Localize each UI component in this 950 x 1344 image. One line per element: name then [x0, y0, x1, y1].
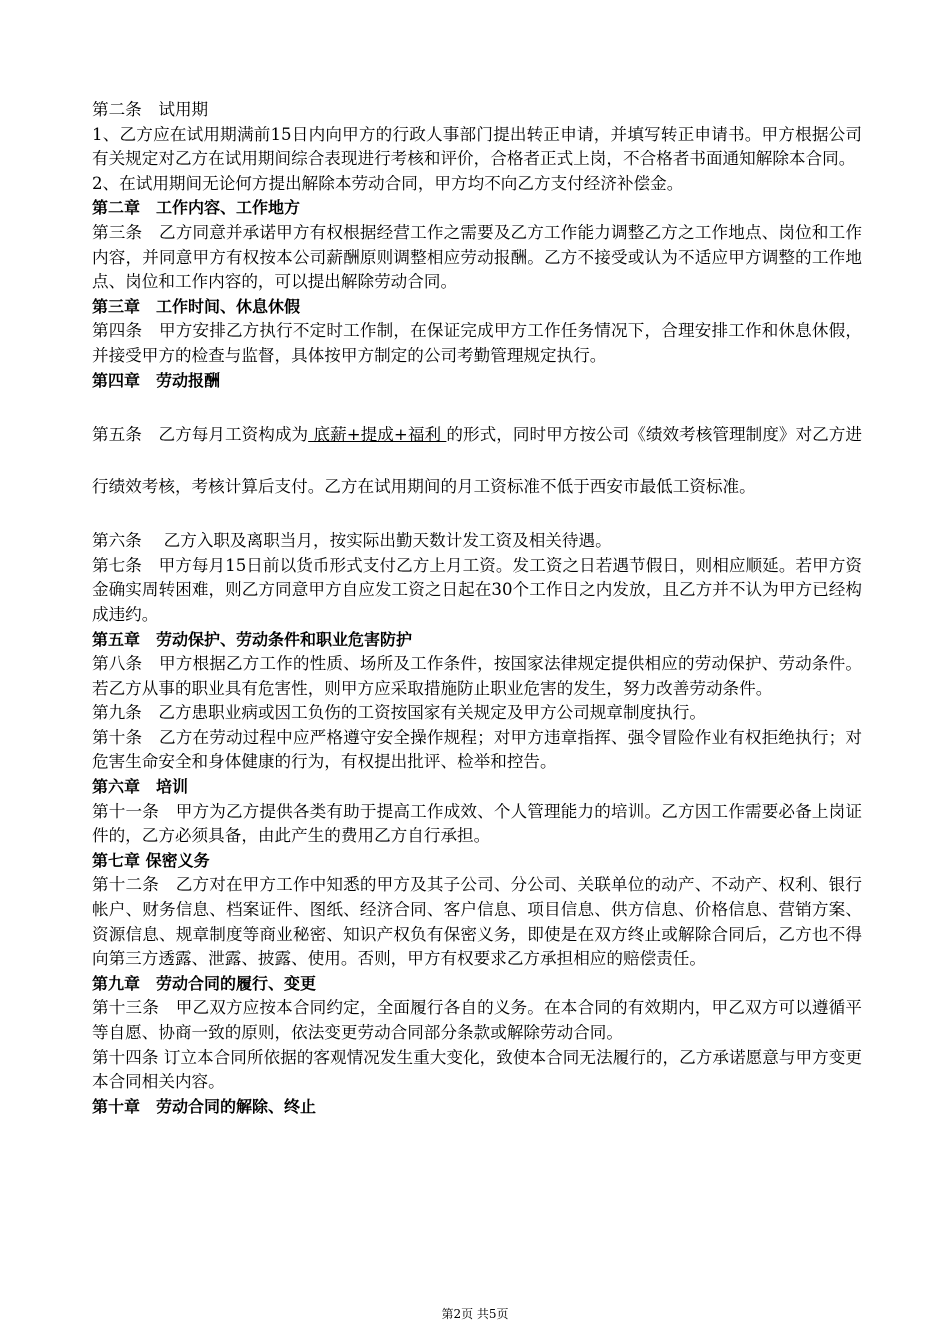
clause-paragraph: 1、乙方应在试用期满前15日内向甲方的行政人事部门提出转正申请，并填写转正申请书。甲方根据公司有关规定对乙方在试用期间综合表现进行考核和评价，合格者正式上岗，不合格者书面通知解除本合同。 [92, 124, 862, 169]
clause-paragraph: 第四条 甲方安排乙方执行不定时工作制，在保证完成甲方工作任务情况下，合理安排工作和休息休假，并接受甲方的检查与监督，具体按甲方制定的公司考勤管理规定执行。 [92, 321, 862, 365]
article-5-text-after: 的形式，同时甲方按公司《绩效考核管理制度》对乙方进行绩效考核，考核计算后支付。乙方在试用期间的月工资标准不低于西安市最低工资标准。 [92, 425, 863, 497]
clause-paragraph: 第七条 甲方每月15日前以货币形式支付乙方上月工资。发工资之日若遇节假日，则相应顺延。若甲方资金确实周转困难，则乙方同意甲方自应发工资之日起在30个工作日之内发放，且乙方并不认为甲方已经构成违约。 [92, 555, 862, 624]
chapter-heading: 第六章 培训 [92, 777, 189, 797]
clause-paragraph: 第十一条 甲方为乙方提供各类有助于提高工作成效、个人管理能力的培训。乙方因工作需要必备上岗证件的，乙方必须具备，由此产生的费用乙方自行承担。 [92, 801, 862, 846]
document-body [92, 98, 862, 1119]
clause-paragraph: 第十二条 乙方对在甲方工作中知悉的甲方及其子公司、分公司、关联单位的动产、不动产、权利、银行帐户、财务信息、档案证件、图纸、经济合同、客户信息、项目信息、供方信息、价格信息、营销方案、资源信息、规章制度等商业秘密、知识产权负有保密义务，即使是在双方终止或解除合同后，乙方也不得向第三方透露、泄露、披露、使用。否则，甲方有权要求乙方承担相应的赔偿责任。 [92, 875, 862, 969]
clause-paragraph: 第十条 乙方在劳动过程中应严格遵守安全操作规程；对甲方违章指挥、强令冒险作业有权拒绝执行；对危害生命安全和身体健康的行为，有权提出批评、检举和控告。 [92, 727, 862, 772]
chapter-heading: 第十章 劳动合同的解除、终止 [92, 1096, 317, 1116]
article-5-paragraph [92, 409, 862, 513]
section-block-2 [92, 529, 862, 1119]
chapter-heading: 第七章 保密义务 [92, 850, 210, 870]
page-number-footer: 第2页 共5页 [441, 1307, 509, 1321]
chapter-heading: 第三章 工作时间、休息休假 [92, 296, 301, 316]
section-block-1 [92, 98, 862, 393]
clause-paragraph: 第十四条 订立本合同所依据的客观情况发生重大变化，致使本合同无法履行的，乙方承诺愿意与甲方变更本合同相关内容。 [92, 1047, 862, 1092]
chapter-heading: 第五章 劳动保护、劳动条件和职业危害防护 [92, 629, 413, 649]
chapter-heading: 第二章 工作内容、工作地方 [92, 198, 301, 218]
clause-paragraph: 第六条 乙方入职及离职当月，按实际出勤天数计发工资及相关待遇。 [92, 531, 612, 551]
chapter-heading: 第九章 劳动合同的履行、变更 [92, 973, 317, 993]
article-5-text-before: 第五条 乙方每月工资构成为 [92, 425, 309, 445]
clause-paragraph: 第八条 甲方根据乙方工作的性质、场所及工作条件，按国家法律规定提供相应的劳动保护、劳动条件。若乙方从事的职业具有危害性，则甲方应采取措施防止职业危害的发生，努力改善劳动条件。 [92, 654, 862, 698]
clause-paragraph: 第二条 试用期 [92, 100, 209, 119]
chapter-heading: 第四章 劳动报酬 [92, 370, 221, 390]
clause-paragraph: 第三条 乙方同意并承诺甲方有权根据经营工作之需要及乙方工作能力调整乙方之工作地点、岗位和工作内容，并同意甲方有权按本公司薪酬原则调整相应劳动报酬。乙方不接受或认为不适应甲方调整的工作地点、岗位和工作内容的，可以提出解除劳动合同。 [92, 222, 862, 292]
clause-paragraph: 第九条 乙方患职业病或因工负伤的工资按国家有关规定及甲方公司规章制度执行。 [92, 703, 706, 723]
salary-structure-underlined: 底薪+提成+福利 [308, 425, 447, 445]
clause-paragraph: 2、在试用期间无论何方提出解除本劳动合同，甲方均不向乙方支付经济补偿金。 [92, 173, 684, 193]
clause-paragraph: 第十三条 甲乙双方应按本合同约定，全面履行各自的义务。在本合同的有效期内，甲乙双方可以遵循平等自愿、协商一致的原则，依法变更劳动合同部分条款或解除劳动合同。 [92, 998, 862, 1042]
